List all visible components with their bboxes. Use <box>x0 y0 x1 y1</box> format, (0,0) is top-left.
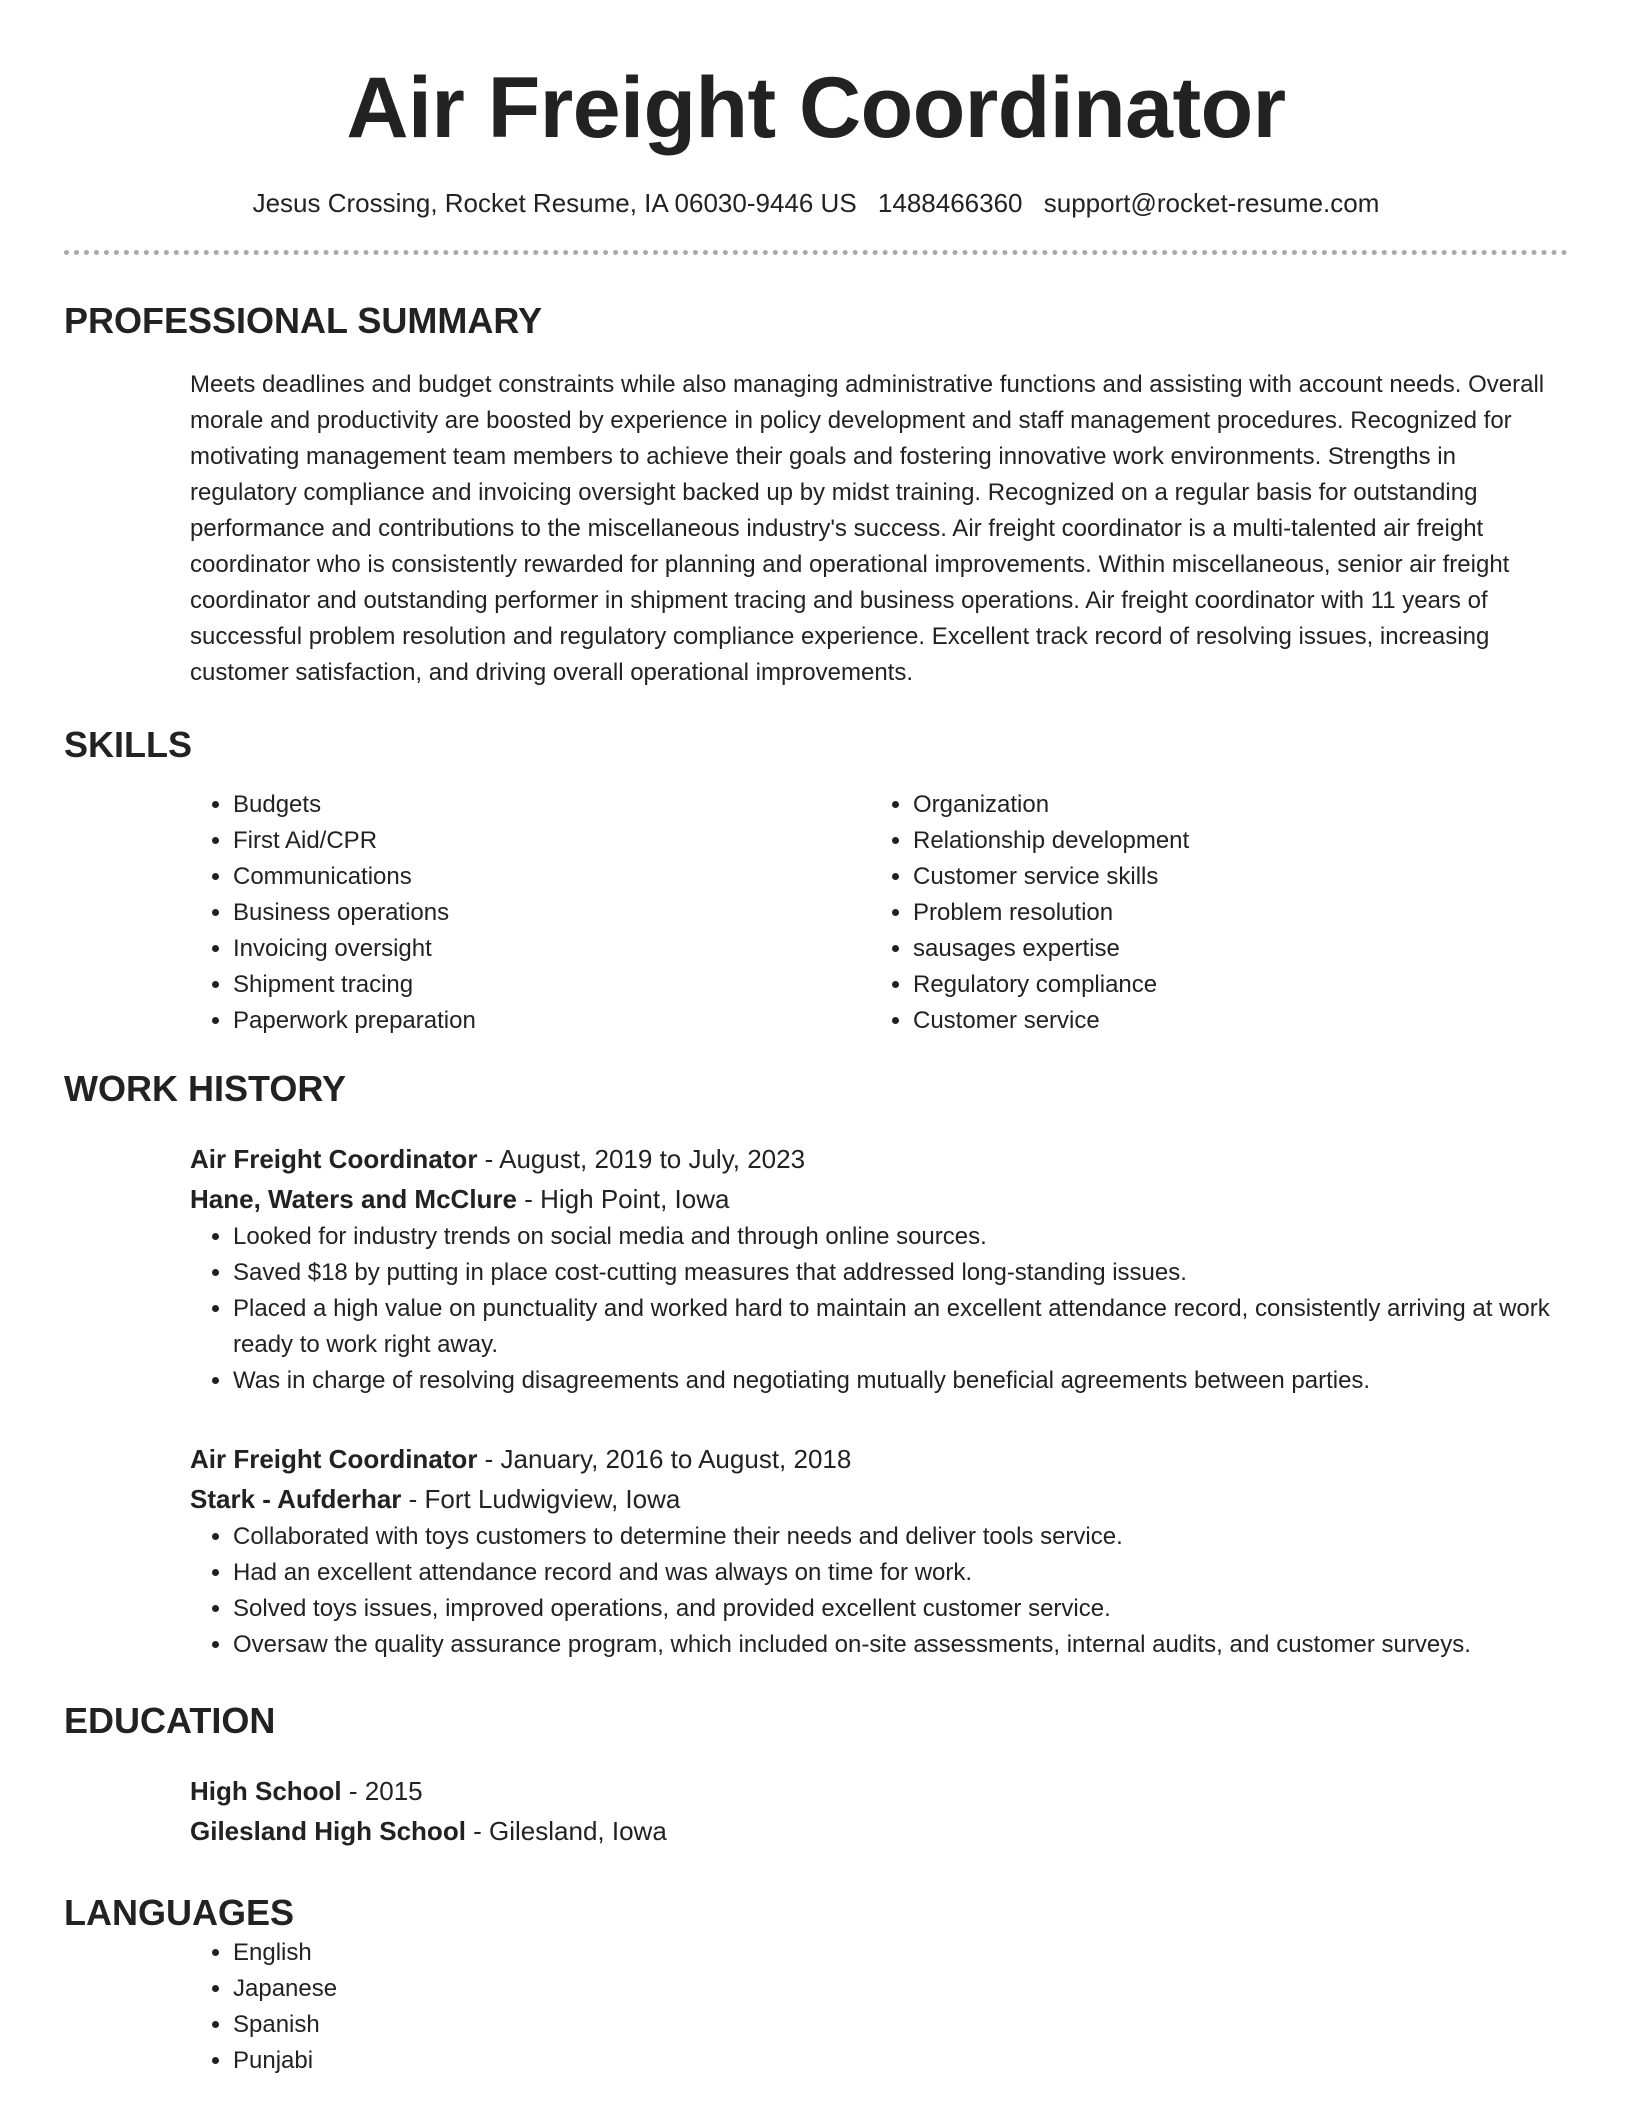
job-company: Stark - Aufderhar <box>190 1484 402 1514</box>
job-company-line <box>190 1479 1568 1519</box>
header-divider <box>64 250 1568 255</box>
skill-item: • Invoicing oversight <box>233 931 870 967</box>
education-body <box>64 1771 1568 1851</box>
job-company-line <box>190 1179 1568 1219</box>
language-item: • Japanese <box>233 1971 1568 2007</box>
job-duties-list <box>190 1219 1568 1399</box>
education-location: - Gilesland, Iowa <box>465 1816 667 1846</box>
education-year: - 2015 <box>341 1776 423 1806</box>
education-school: Gilesland High School <box>190 1816 466 1846</box>
work-history-body <box>64 1139 1568 1663</box>
summary-section <box>64 299 1568 691</box>
job-role: Air Freight Coordinator <box>190 1144 478 1174</box>
education-heading: EDUCATION <box>64 1700 276 1741</box>
work-history-section <box>64 1067 1568 1663</box>
contact-address: Jesus Crossing, Rocket Resume, IA 06030-9446 US <box>252 188 857 218</box>
skill-item: • Budgets <box>233 787 870 823</box>
job-entry <box>190 1139 1568 1399</box>
skill-item: • Customer service <box>913 1003 1550 1039</box>
job-entry <box>190 1439 1568 1663</box>
languages-heading: LANGUAGES <box>64 1892 295 1933</box>
skill-item: • Communications <box>233 859 870 895</box>
skill-item: • Customer service skills <box>913 859 1550 895</box>
skill-item: • Business operations <box>233 895 870 931</box>
skills-grid <box>190 787 1568 1039</box>
job-duty: • Had an excellent attendance record and was always on time for work. <box>233 1555 1568 1591</box>
job-duties-list <box>190 1519 1568 1663</box>
languages-body <box>64 1935 1568 2079</box>
skill-item: • Relationship development <box>913 823 1550 859</box>
job-location: - Fort Ludwigview, Iowa <box>401 1484 681 1514</box>
job-duty: • Collaborated with toys customers to determine their needs and deliver tools service. <box>233 1519 1568 1555</box>
job-duty: • Solved toys issues, improved operations, and provided excellent customer service. <box>233 1591 1568 1627</box>
skills-section <box>64 723 1568 1039</box>
job-location: - High Point, Iowa <box>517 1184 730 1214</box>
summary-heading: PROFESSIONAL SUMMARY <box>64 300 543 341</box>
education-entry <box>190 1771 1568 1851</box>
skills-list-right <box>870 787 1550 1039</box>
skills-heading: SKILLS <box>64 724 193 765</box>
skills-list-left <box>190 787 870 1039</box>
contact-email: support@rocket-resume.com <box>1043 188 1380 218</box>
job-duty: • Was in charge of resolving disagreements and negotiating mutually beneficial agreements between parties. <box>233 1363 1568 1399</box>
job-role: Air Freight Coordinator <box>190 1444 478 1474</box>
skill-item: • First Aid/CPR <box>233 823 870 859</box>
resume-name: Air Freight Coordinator <box>346 60 1286 156</box>
skills-body <box>64 787 1568 1039</box>
education-section <box>64 1699 1568 1851</box>
skill-item: • Regulatory compliance <box>913 967 1550 1003</box>
job-duty: • Looked for industry trends on social media and through online sources. <box>233 1219 1568 1255</box>
language-item: • Punjabi <box>233 2043 1568 2079</box>
job-dates: - August, 2019 to July, 2023 <box>477 1144 806 1174</box>
work-history-heading: WORK HISTORY <box>64 1068 347 1109</box>
skill-item: • Shipment tracing <box>233 967 870 1003</box>
contact-phone: 1488466360 <box>877 188 1023 218</box>
job-duty: • Oversaw the quality assurance program, which included on-site assessments, internal audits, and customer surveys. <box>233 1627 1568 1663</box>
job-title-line <box>190 1139 1568 1179</box>
skill-item: • Organization <box>913 787 1550 823</box>
skills-column-left <box>190 787 870 1039</box>
job-duty: • Saved $18 by putting in place cost-cutting measures that addressed long-standing issues. <box>233 1255 1568 1291</box>
skills-column-right <box>870 787 1550 1039</box>
languages-section <box>64 1891 1568 2079</box>
education-degree: High School <box>190 1776 342 1806</box>
job-title-line <box>190 1439 1568 1479</box>
job-company: Hane, Waters and McClure <box>190 1184 518 1214</box>
job-dates: - January, 2016 to August, 2018 <box>477 1444 852 1474</box>
summary-text: Meets deadlines and budget constraints while also managing administrative functions and assisting with account needs. Overall morale and productivity are boosted by experience in policy development and staff management procedures. Recognized for motivating management team members to achieve their goals and fostering innovative work environments. Strengths in regulatory compliance and invoicing oversight backed up by midst training. Recognized on a regular basis for outstanding performance and contributions to the miscellaneous industry's success. Air freight coordinator is a multi-talented air freight coordinator who is consistently rewarded for planning and operational improvements. Within miscellaneous, senior air freight coordinator and outstanding performer in shipment tracing and business operations. Air freight coordinator with 11 years of successful problem resolution and regulatory compliance experience. Excellent track record of resolving issues, increasing customer satisfaction, and driving overall operational improvements. <box>190 371 1545 686</box>
skill-item: • Problem resolution <box>913 895 1550 931</box>
languages-list <box>190 1935 1568 2079</box>
summary-body <box>64 367 1568 691</box>
job-duty: • Placed a high value on punctuality and worked hard to maintain an excellent attendance record, consistently arriving at work ready to work right away. <box>233 1291 1568 1363</box>
language-item: • English <box>233 1935 1568 1971</box>
education-school-line <box>190 1811 1568 1851</box>
language-item: • Spanish <box>233 2007 1568 2043</box>
skill-item: • sausages expertise <box>913 931 1550 967</box>
contact-line <box>64 186 1568 220</box>
education-degree-line <box>190 1771 1568 1811</box>
skill-item: • Paperwork preparation <box>233 1003 870 1039</box>
